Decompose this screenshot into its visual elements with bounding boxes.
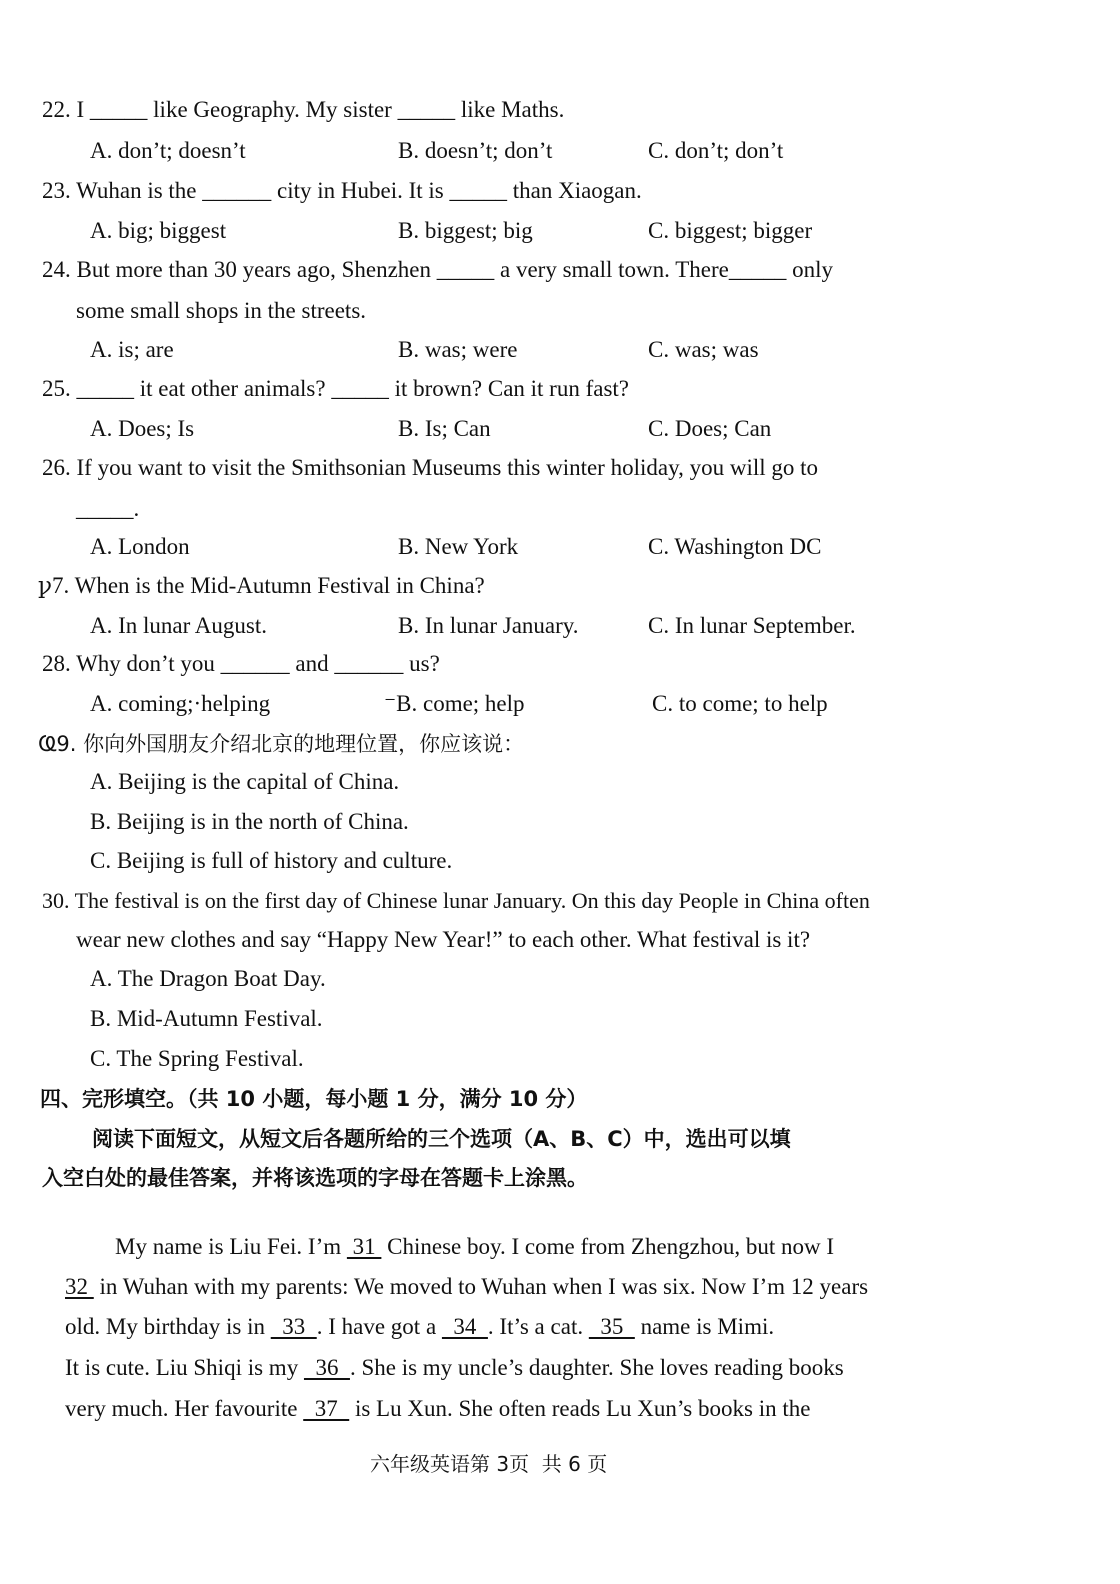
q22-option-a: A. don’t; doesn’t (90, 138, 246, 163)
q22-stem: 22. I _____ like Geography. My sister _____ like Maths. (42, 97, 565, 122)
q30-option-a: A. The Dragon Boat Day. (90, 966, 326, 991)
section4-heading: 四、完形填空。（共 10 小题，每小题 1 分，满分 10 分） (40, 1087, 588, 1111)
q25-stem: 25. _____ it eat other animals? _____ it brown? Can it run fast? (42, 376, 630, 401)
passage-text: name is Mimi. (634, 1314, 775, 1339)
q26-stem-line1: 26. If you want to visit the Smithsonian Museums this winter holiday, you will go to (42, 455, 819, 480)
passage-text: old. My birthday is in (65, 1314, 271, 1339)
q24-stem-line2: some small shops in the streets. (76, 298, 367, 323)
q29-option-c: C. Beijing is full of history and culture. (90, 848, 453, 873)
passage-text: is Lu Xun. She often reads Lu Xun’s books in the (349, 1396, 811, 1421)
q22-option-b: B. doesn’t; don’t (398, 138, 553, 163)
q29-option-a: A. Beijing is the capital of China. (90, 769, 400, 794)
passage-line5 (42, 1367, 810, 1451)
q28-option-c: C. to come; to help (652, 691, 828, 716)
passage-text: . She is my uncle’s daughter. She loves reading books (349, 1355, 844, 1380)
passage-text: Chinese boy. I come from Zhengzhou, but now I (381, 1234, 835, 1259)
q27-stem: ꝩ7. When is the Mid-Autumn Festival in China? (38, 573, 485, 598)
q27-option-c: C. In lunar September. (648, 613, 856, 638)
q24-option-c: C. was; was (648, 337, 759, 362)
q22-option-c: C. don’t; don’t (648, 138, 784, 163)
passage-text: in Wuhan with my parents: We moved to Wuhan when I was six. Now I’m 12 years (93, 1274, 869, 1299)
q30-option-c: C. The Spring Festival. (90, 1046, 304, 1071)
q24-option-a: A. is; are (90, 337, 174, 362)
q26-option-b: B. New York (398, 534, 519, 559)
passage-text: My name is Liu Fei. I’m (115, 1234, 347, 1259)
q24-stem-line1: 24. But more than 30 years ago, Shenzhen _____ a very small town. There_____ only (42, 257, 833, 282)
section4-instruction-line1: 阅读下面短文，从短文后各题所给的三个选项（A、B、C）中，选出可以填 (92, 1127, 791, 1151)
q30-option-b: B. Mid-Autumn Festival. (90, 1006, 323, 1031)
passage-text: It is cute. Liu Shiqi is my (65, 1355, 304, 1380)
q23-stem: 23. Wuhan is the ______ city in Hubei. It is _____ than Xiaogan. (42, 178, 642, 203)
q26-option-c: C. Washington DC (648, 534, 822, 559)
q23-option-c: C. biggest; bigger (648, 218, 813, 243)
q29-stem: Ҩ9. 你向外国朋友介绍北京的地理位置，你应该说： (38, 732, 525, 756)
q30-stem-line1: 30. The festival is on the first day of Chinese lunar January. On this day People in China often (42, 888, 870, 913)
section4-instruction-line2: 入空白处的最佳答案，并将该选项的字母在答题卡上涂黑。 (42, 1166, 588, 1190)
q28-option-b: ⁻B. come; help (384, 691, 525, 716)
q26-option-a: A. London (90, 534, 190, 559)
passage-text: . It’s a cat. (487, 1314, 589, 1339)
passage-text: very much. Her favourite (65, 1396, 304, 1421)
q23-option-b: B. biggest; big (398, 218, 533, 243)
q24-option-b: B. was; were (398, 337, 518, 362)
q30-stem-line2: wear new clothes and say “Happy New Year!” to each other. What festival is it? (76, 927, 811, 952)
q26-stem-line2: _____. (76, 496, 140, 521)
blank-35: 35 (588, 1314, 635, 1339)
q27-option-b: B. In lunar January. (398, 613, 579, 638)
passage-text: . I have got a (316, 1314, 442, 1339)
q28-stem: 28. Why don’t you ______ and ______ us? (42, 651, 440, 676)
blank-33: 33 (270, 1314, 317, 1339)
q25-option-b: B. Is; Can (398, 416, 491, 441)
blank-32: 32 (65, 1274, 94, 1299)
q25-option-c: C. Does; Can (648, 416, 772, 441)
q25-option-a: A. Does; Is (90, 416, 195, 441)
q29-option-b: B. Beijing is in the north of China. (90, 809, 409, 834)
q23-option-a: A. big; biggest (90, 218, 227, 243)
blank-34: 34 (441, 1314, 488, 1339)
q27-option-a: A. In lunar August. (90, 613, 267, 638)
blank-37: 37 (303, 1396, 350, 1421)
blank-36: 36 (303, 1355, 350, 1380)
page-footer: 六年级英语第 3页 共 6 页 (370, 1452, 608, 1476)
blank-31: 31 (346, 1234, 382, 1259)
q28-option-a: A. coming;·helping (90, 691, 271, 716)
